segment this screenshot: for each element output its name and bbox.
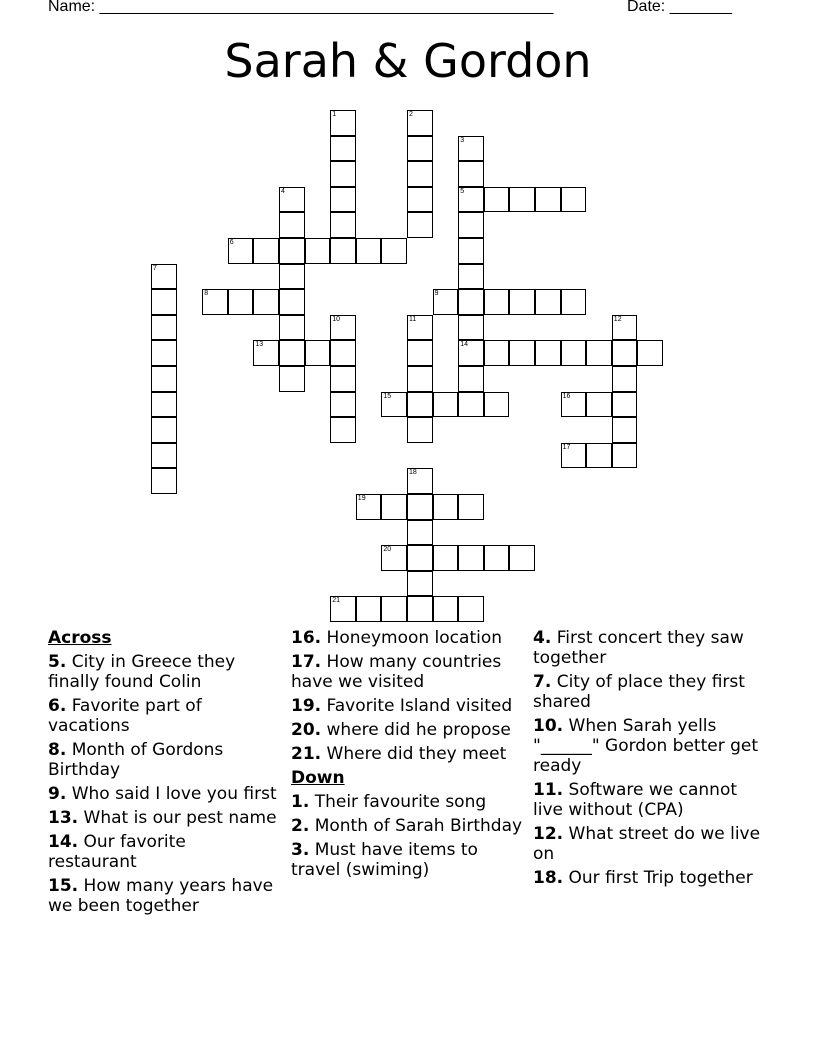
grid-cell[interactable] <box>330 392 356 418</box>
grid-cell[interactable] <box>407 340 433 366</box>
grid-cell[interactable] <box>253 340 279 366</box>
grid-cell[interactable] <box>612 366 638 392</box>
grid-cell[interactable] <box>433 545 459 571</box>
across-clue: 5. City in Greece they finally found Colin <box>48 652 236 692</box>
grid-cell[interactable] <box>228 238 254 264</box>
grid-cell[interactable] <box>433 494 459 520</box>
grid-cell[interactable] <box>509 340 535 366</box>
grid-cell[interactable] <box>458 366 484 392</box>
cell-number: 2 <box>409 111 413 118</box>
cell-number: 17 <box>562 443 571 451</box>
grid-cell[interactable] <box>151 315 177 341</box>
cell-number: 11 <box>409 315 417 323</box>
grid-cell[interactable] <box>330 340 356 366</box>
grid-cell[interactable] <box>407 110 433 136</box>
grid-cell[interactable] <box>407 468 433 494</box>
grid-cell[interactable] <box>458 264 484 290</box>
across-clue: 8. Month of Gordons Birthday <box>48 740 224 780</box>
grid-cell[interactable] <box>151 289 177 315</box>
across-clue: 19. Favorite Island visited <box>291 696 513 716</box>
grid-cell[interactable] <box>330 238 356 264</box>
grid-cell[interactable] <box>407 571 433 597</box>
grid-cell[interactable] <box>151 417 177 443</box>
grid-cell[interactable] <box>612 443 638 469</box>
grid-cell[interactable] <box>151 392 177 418</box>
grid-cell[interactable] <box>279 315 305 341</box>
grid-cell[interactable] <box>433 289 459 315</box>
grid-cell[interactable] <box>330 161 356 187</box>
grid-cell[interactable] <box>509 289 535 315</box>
grid-cell[interactable] <box>407 212 433 238</box>
cell-number: 18 <box>409 469 417 477</box>
cell-number: 5 <box>460 187 465 195</box>
grid-cell[interactable] <box>458 161 484 187</box>
across-clue: 13. What is our pest name <box>48 808 277 828</box>
grid-cell[interactable] <box>458 596 484 622</box>
down-clue: 10. When Sarah yells "______" Gordon better get ready <box>533 716 759 776</box>
grid-cell[interactable] <box>484 545 510 571</box>
grid-cell[interactable] <box>586 340 612 366</box>
cell-number: 15 <box>383 392 392 400</box>
grid-cell[interactable] <box>407 315 433 341</box>
grid-cell[interactable] <box>407 136 433 162</box>
grid-cell[interactable] <box>279 238 305 264</box>
across-clue: 21. Where did they meet <box>291 744 507 764</box>
grid-cell[interactable] <box>151 366 177 392</box>
grid-cell[interactable] <box>330 366 356 392</box>
grid-cell[interactable] <box>279 187 305 213</box>
grid-cell[interactable] <box>356 494 382 520</box>
clues-column-3 <box>533 628 763 892</box>
grid-cell[interactable] <box>637 340 663 366</box>
cell-number: 13 <box>255 341 264 349</box>
grid-cell[interactable] <box>535 289 561 315</box>
grid-cell[interactable] <box>433 392 459 418</box>
grid-cell[interactable] <box>561 392 587 418</box>
grid-cell[interactable] <box>458 392 484 418</box>
cell-number: 19 <box>357 495 366 502</box>
grid-cell[interactable] <box>407 366 433 392</box>
grid-cell[interactable] <box>561 443 587 469</box>
grid-cell[interactable] <box>330 110 356 136</box>
grid-cell[interactable] <box>433 596 459 622</box>
puzzle-title: Sarah & Gordon <box>224 34 592 88</box>
grid-cell[interactable] <box>407 161 433 187</box>
grid-cell[interactable] <box>484 340 510 366</box>
down-heading: Down <box>291 768 345 788</box>
date-field[interactable]: Date: _______ <box>627 0 732 15</box>
grid-cell[interactable] <box>381 596 407 622</box>
grid-cell[interactable] <box>561 187 587 213</box>
down-clue: 3. Must have items to travel (swiming) <box>291 840 478 880</box>
down-clue: 18. Our first Trip together <box>533 868 753 888</box>
across-heading: Across <box>48 628 112 648</box>
name-field[interactable]: Name: ___________________________________________________ <box>48 0 554 15</box>
grid-cell[interactable] <box>535 340 561 366</box>
grid-cell[interactable] <box>381 238 407 264</box>
grid-cell[interactable] <box>612 417 638 443</box>
grid-cell[interactable] <box>484 289 510 315</box>
cell-number: 20 <box>383 546 392 554</box>
grid-cell[interactable] <box>535 187 561 213</box>
cell-number: 16 <box>562 392 571 400</box>
cell-number: 10 <box>332 315 340 323</box>
across-clue: 9. Who said I love you first <box>48 784 277 804</box>
grid-cell[interactable] <box>458 238 484 264</box>
cell-number: 7 <box>153 264 157 272</box>
grid-cell[interactable] <box>407 545 433 571</box>
grid-cell[interactable] <box>381 392 407 418</box>
grid-cell[interactable] <box>612 315 638 341</box>
grid-cell[interactable] <box>151 468 177 494</box>
grid-cell[interactable] <box>330 136 356 162</box>
grid-cell[interactable] <box>407 417 433 443</box>
cell-number: 4 <box>281 187 285 195</box>
grid-cell[interactable] <box>586 443 612 469</box>
down-clue: 11. Software we cannot live without (CPA) <box>533 780 738 820</box>
grid-cell[interactable] <box>586 392 612 418</box>
grid-cell[interactable] <box>458 545 484 571</box>
across-clue: 14. Our favorite restaurant <box>48 832 186 872</box>
grid-cell[interactable] <box>458 289 484 315</box>
grid-cell[interactable] <box>484 392 510 418</box>
cell-number: 12 <box>613 315 622 323</box>
grid-cell[interactable] <box>509 545 535 571</box>
grid-cell[interactable] <box>612 392 638 418</box>
grid-cell[interactable] <box>228 289 254 315</box>
grid-cell[interactable] <box>561 340 587 366</box>
grid-cell[interactable] <box>381 494 407 520</box>
down-clue: 2. Month of Sarah Birthday <box>291 816 523 836</box>
across-clue: 6. Favorite part of vacations <box>48 696 202 736</box>
clues-column-1 <box>48 628 278 920</box>
grid-cell[interactable] <box>458 315 484 341</box>
cell-number: 9 <box>434 290 439 298</box>
grid-cell[interactable] <box>561 289 587 315</box>
grid-cell[interactable] <box>458 494 484 520</box>
down-clue: 4. First concert they saw together <box>533 628 744 668</box>
cell-number: 14 <box>460 341 468 349</box>
grid-cell[interactable] <box>330 417 356 443</box>
grid-cell[interactable] <box>330 187 356 213</box>
grid-cell[interactable] <box>381 545 407 571</box>
across-clue: 15. How many years have we been together <box>48 876 274 916</box>
grid-cell[interactable] <box>279 212 305 238</box>
cell-number: 8 <box>204 290 209 298</box>
grid-cell[interactable] <box>151 340 177 366</box>
grid-cell[interactable] <box>407 596 433 622</box>
grid-cell[interactable] <box>253 238 279 264</box>
grid-cell[interactable] <box>330 315 356 341</box>
grid-cell[interactable] <box>305 238 331 264</box>
grid-cell[interactable] <box>458 212 484 238</box>
cell-number: 1 <box>332 111 337 118</box>
grid-cell[interactable] <box>509 187 535 213</box>
down-clue: 7. City of place they first shared <box>533 672 745 712</box>
grid-cell[interactable] <box>356 596 382 622</box>
grid-cell[interactable] <box>279 264 305 290</box>
grid-cell[interactable] <box>253 289 279 315</box>
cell-number: 21 <box>332 597 340 605</box>
cell-number: 3 <box>460 136 465 144</box>
across-clue: 17. How many countries have we visited <box>291 652 502 692</box>
grid-cell[interactable] <box>458 187 484 213</box>
grid-cell[interactable] <box>330 596 356 622</box>
across-clue: 16. Honeymoon location <box>291 628 503 648</box>
grid-cell[interactable] <box>330 212 356 238</box>
down-clue: 1. Their favourite song <box>291 792 487 812</box>
clues-column-2 <box>291 628 526 884</box>
grid-cell[interactable] <box>407 520 433 546</box>
grid-cell[interactable] <box>151 443 177 469</box>
grid-cell[interactable] <box>407 494 433 520</box>
grid-cell[interactable] <box>458 340 484 366</box>
grid-cell[interactable] <box>407 392 433 418</box>
grid-cell[interactable] <box>484 187 510 213</box>
grid-cell[interactable] <box>458 136 484 162</box>
cell-number: 6 <box>229 239 234 246</box>
grid-cell[interactable] <box>279 340 305 366</box>
grid-cell[interactable] <box>151 264 177 290</box>
across-clue: 20. where did he propose <box>291 720 511 740</box>
grid-cell[interactable] <box>279 366 305 392</box>
down-clue: 12. What street do we live on <box>533 824 761 864</box>
grid-cell[interactable] <box>279 289 305 315</box>
grid-cell[interactable] <box>612 340 638 366</box>
grid-cell[interactable] <box>202 289 228 315</box>
grid-cell[interactable] <box>356 238 382 264</box>
grid-cell[interactable] <box>407 187 433 213</box>
grid-cell[interactable] <box>305 340 331 366</box>
